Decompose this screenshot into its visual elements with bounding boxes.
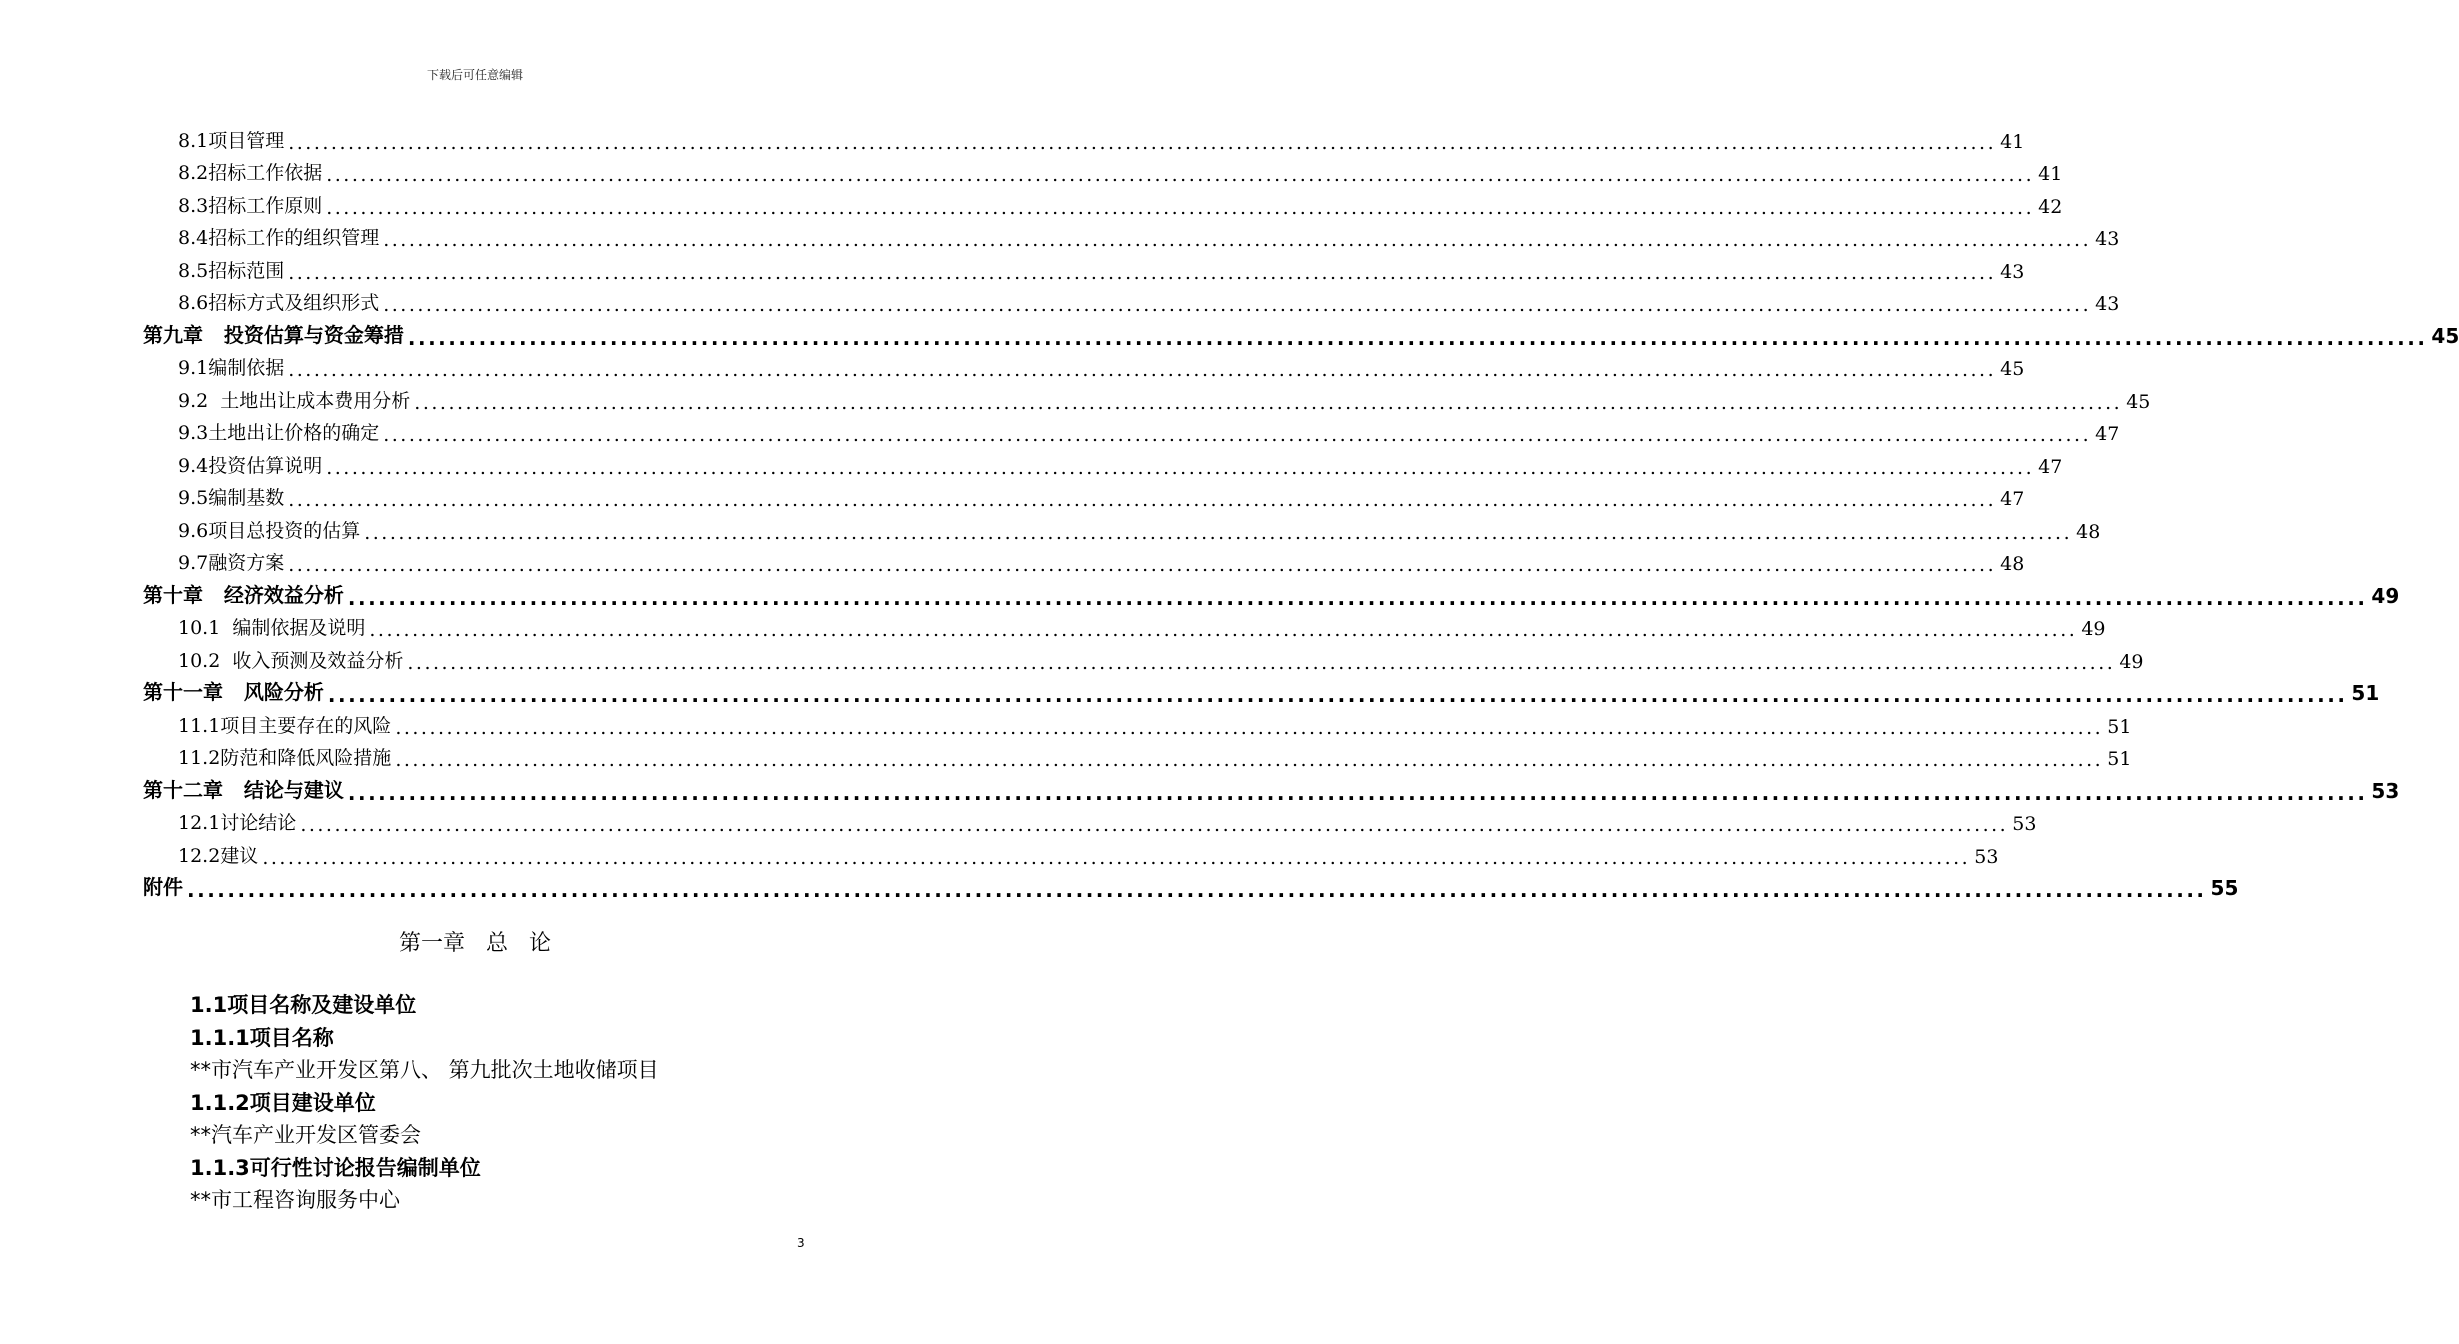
toc-section-entry[interactable] [143, 348, 2025, 381]
paragraph: **市汽车产业开发区第八、 第九批次土地收储项目 [190, 1058, 659, 1083]
toc-section-entry[interactable] [143, 218, 2120, 251]
toc-entry-title: 9.6项目总投资的估算 [178, 519, 361, 542]
table-of-contents [143, 120, 2459, 902]
toc-section-entry[interactable] [143, 283, 2120, 316]
toc-dot-leader: ........................................................................................................................................................................................................ [395, 716, 2104, 739]
toc-dot-leader: ........................................................................................................................................................................................................ [395, 749, 2104, 771]
toc-entry-page: 51 [2107, 715, 2132, 738]
toc-entry-page: 55 [2210, 876, 2239, 900]
toc-entry-page: 41 [2038, 163, 2063, 185]
toc-entry-title: 10.1 编制依据及说明 [178, 617, 366, 639]
toc-entry-page: 45 [2000, 358, 2025, 380]
toc-section-entry[interactable] [143, 738, 2132, 771]
toc-entry-title: 第十二章 结论与建议 [143, 777, 344, 802]
toc-entry-page: 48 [2000, 553, 2025, 575]
toc-entry-title: 10.2 收入预测及效益分析 [178, 649, 404, 672]
toc-section-entry[interactable] [143, 803, 2037, 836]
toc-dot-leader: ........................................................................................................................................................................................................ [326, 196, 2035, 219]
toc-dot-leader: ........................................................................................................................................................................................................ [262, 846, 1971, 869]
toc-section-entry[interactable] [143, 608, 2106, 641]
toc-dot-leader: ........................................................................................................................................................................................................ [407, 651, 2116, 674]
toc-dot-leader: ........................................................................................................................................................................................................ [383, 229, 2092, 251]
toc-section-entry[interactable] [143, 250, 2025, 284]
toc-entry-page: 53 [1974, 845, 1999, 868]
toc-dot-leader: ........................................................................................................................................................................................................ [347, 780, 2368, 805]
toc-chapter-entry[interactable] [143, 868, 2239, 902]
page-header: 下载后可任意编辑 [426, 68, 523, 82]
toc-section-entry[interactable] [143, 705, 2132, 739]
toc-section-entry[interactable] [143, 640, 2144, 674]
toc-entry-title: 8.4招标工作的组织管理 [178, 227, 380, 249]
chapter-heading: 第一章 总 论 [399, 931, 551, 956]
toc-entry-page: 43 [2095, 293, 2120, 315]
toc-dot-leader: ........................................................................................................................................................................................................ [326, 456, 2035, 479]
toc-entry-title: 11.2防范和降低风险措施 [178, 747, 392, 769]
toc-entry-title: 第十一章 风险分析 [143, 680, 324, 704]
toc-section-entry[interactable] [143, 445, 2063, 479]
toc-entry-page: 47 [2095, 423, 2120, 445]
toc-entry-page: 47 [2038, 455, 2063, 478]
toc-dot-leader: ........................................................................................................................................................................................................ [187, 878, 2207, 902]
toc-section-entry[interactable] [143, 543, 2025, 576]
toc-entry-title: 第九章 投资估算与资金筹措 [143, 322, 404, 347]
toc-entry-title: 11.1项目主要存在的风险 [178, 714, 392, 737]
page-number: 3 [797, 1236, 805, 1250]
toc-chapter-entry[interactable] [143, 575, 2400, 610]
toc-entry-title: 9.4投资估算说明 [178, 454, 323, 477]
toc-entry-title: 12.2建议 [178, 844, 259, 867]
toc-dot-leader: ........................................................................................................................................................................................................ [364, 521, 2073, 544]
toc-entry-title: 8.2招标工作依据 [178, 162, 323, 184]
toc-entry-title: 9.1编制依据 [178, 357, 285, 379]
toc-dot-leader: ........................................................................................................................................................................................................ [407, 325, 2428, 350]
paragraph: **汽车产业开发区管委会 [190, 1123, 421, 1148]
toc-dot-leader: ........................................................................................................................................................................................................ [288, 359, 1997, 381]
section-heading: 1.1项目名称及建设单位 [190, 993, 417, 1018]
toc-entry-title: 8.1项目管理 [178, 129, 285, 152]
toc-entry-page: 53 [2012, 813, 2037, 835]
toc-dot-leader: ........................................................................................................................................................................................................ [300, 814, 2009, 836]
toc-section-entry[interactable] [143, 120, 2025, 154]
toc-entry-page: 43 [2095, 228, 2120, 250]
toc-entry-title: 12.1讨论结论 [178, 812, 297, 834]
toc-dot-leader: ........................................................................................................................................................................................................ [288, 131, 1997, 154]
toc-entry-page: 53 [2371, 778, 2400, 803]
toc-entry-title: 9.5编制基数 [178, 487, 285, 509]
toc-entry-page: 47 [2000, 488, 2025, 510]
toc-chapter-entry[interactable] [143, 673, 2380, 707]
toc-dot-leader: ........................................................................................................................................................................................................ [327, 683, 2348, 707]
toc-entry-title: 9.2 土地出让成本费用分析 [178, 389, 411, 412]
toc-dot-leader: ........................................................................................................................................................................................................ [369, 619, 2078, 641]
toc-entry-page: 45 [2431, 323, 2459, 348]
toc-entry-page: 49 [2081, 618, 2106, 640]
section-heading: 1.1.1项目名称 [190, 1025, 334, 1050]
toc-entry-title: 8.5招标范围 [178, 259, 285, 282]
toc-entry-page: 51 [2351, 681, 2380, 705]
toc-section-entry[interactable] [143, 835, 1999, 869]
toc-section-entry[interactable] [143, 380, 2151, 414]
section-heading: 1.1.3可行性讨论报告编制单位 [190, 1155, 481, 1180]
toc-entry-page: 49 [2119, 650, 2144, 673]
paragraph: **市工程咨询服务中心 [190, 1188, 400, 1213]
toc-dot-leader: ........................................................................................................................................................................................................ [288, 261, 1997, 284]
toc-dot-leader: ........................................................................................................................................................................................................ [383, 294, 2092, 316]
toc-entry-title: 8.6招标方式及组织形式 [178, 292, 380, 314]
toc-entry-page: 42 [2038, 195, 2063, 218]
toc-entry-page: 48 [2076, 520, 2101, 543]
toc-entry-page: 41 [2000, 130, 2025, 153]
chapter-body [190, 988, 810, 1216]
toc-dot-leader: ........................................................................................................................................................................................................ [288, 554, 1997, 576]
toc-dot-leader: ........................................................................................................................................................................................................ [414, 391, 2123, 414]
toc-section-entry[interactable] [143, 185, 2063, 219]
toc-section-entry[interactable] [143, 510, 2101, 544]
toc-entry-page: 43 [2000, 260, 2025, 283]
toc-dot-leader: ........................................................................................................................................................................................................ [288, 489, 1997, 511]
section-heading: 1.1.2项目建设单位 [190, 1090, 376, 1115]
toc-section-entry[interactable] [143, 478, 2025, 511]
toc-dot-leader: ........................................................................................................................................................................................................ [383, 424, 2092, 446]
toc-entry-page: 45 [2126, 390, 2151, 413]
toc-section-entry[interactable] [143, 413, 2120, 446]
toc-dot-leader: ........................................................................................................................................................................................................ [347, 585, 2368, 610]
toc-entry-title: 第十章 经济效益分析 [143, 582, 344, 607]
toc-entry-page: 49 [2371, 583, 2400, 608]
toc-chapter-entry[interactable] [143, 315, 2459, 350]
toc-entry-title: 附件 [143, 875, 183, 899]
toc-entry-title: 8.3招标工作原则 [178, 194, 323, 217]
toc-entry-page: 51 [2107, 748, 2132, 770]
toc-entry-title: 9.7融资方案 [178, 552, 285, 574]
toc-entry-title: 9.3土地出让价格的确定 [178, 422, 380, 444]
toc-section-entry[interactable] [143, 153, 2063, 186]
toc-chapter-entry[interactable] [143, 770, 2400, 805]
toc-dot-leader: ........................................................................................................................................................................................................ [326, 164, 2035, 186]
